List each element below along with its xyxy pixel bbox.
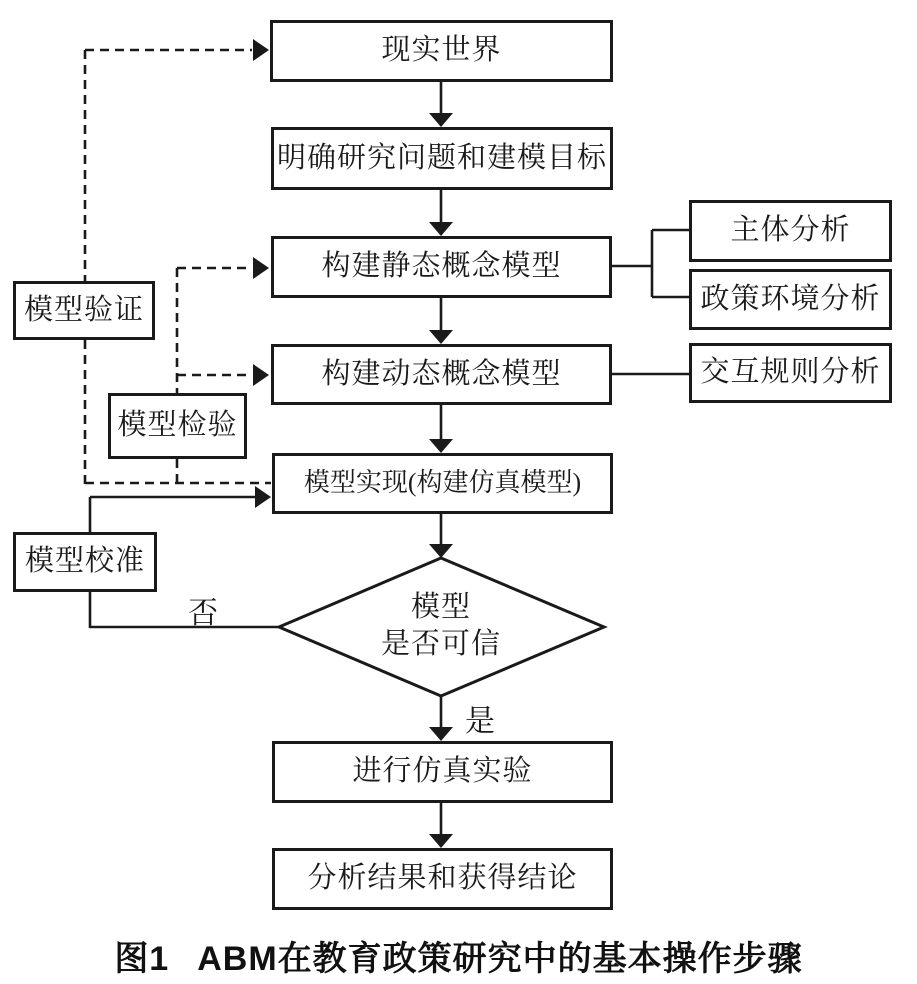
edge-validation-to-real-world <box>85 39 269 61</box>
node-clarify-goal: 明确研究问题和建模目标 <box>271 127 613 190</box>
edge-experiment-to-analyze <box>429 803 453 848</box>
decision-text <box>341 589 541 663</box>
node-implementation: 模型实现(构建仿真模型) <box>272 453 613 514</box>
node-model-validation: 模型验证 <box>13 281 155 340</box>
edge-dynamic-to-implementation <box>429 405 453 453</box>
edge-real-world-to-clarify <box>429 82 453 127</box>
edge-static-to-dynamic <box>429 298 453 344</box>
edge-testing-to-static <box>177 257 269 279</box>
figure-caption-text: ABM在教育政策研究中的基本操作步骤 <box>197 940 803 978</box>
edge-clarify-to-static <box>429 190 453 236</box>
arrowhead-down-icon <box>429 222 453 236</box>
arrowhead-down-icon <box>429 834 453 848</box>
decision-text-line1: 模型 <box>410 591 471 623</box>
arrowhead-down-icon <box>429 439 453 453</box>
edge-calibration-to-implementation <box>90 486 271 508</box>
arrowhead-down-icon <box>429 544 453 558</box>
arrowhead-down-icon <box>429 330 453 344</box>
arrowhead-right-icon <box>253 39 269 61</box>
branch-label-no: 否 <box>188 597 218 630</box>
arrowhead-right-icon <box>255 486 271 508</box>
node-dynamic-model: 构建动态概念模型 <box>271 344 612 405</box>
edge-decision-yes-to-experiment <box>429 696 453 741</box>
edge-implementation-to-decision <box>429 514 453 558</box>
arrowhead-right-icon <box>253 257 269 279</box>
node-experiment: 进行仿真实验 <box>272 741 613 803</box>
branch-label-yes: 是 <box>465 705 495 738</box>
node-agent-analysis: 主体分析 <box>689 200 892 262</box>
node-real-world: 现实世界 <box>270 20 613 82</box>
arrowhead-down-icon <box>429 727 453 741</box>
node-model-testing: 模型检验 <box>108 393 247 459</box>
figure-caption-label: 图1 <box>114 940 170 978</box>
node-interaction-rules-analysis: 交互规则分析 <box>689 343 892 403</box>
decision-text-line2: 是否可信 <box>380 628 501 660</box>
node-static-model: 构建静态概念模型 <box>271 236 612 298</box>
arrowhead-right-icon <box>253 364 269 386</box>
edge-testing-to-dynamic <box>177 364 269 386</box>
arrowhead-down-icon <box>429 113 453 127</box>
figure-caption <box>0 931 917 980</box>
node-policy-env-analysis: 政策环境分析 <box>689 269 892 330</box>
node-analyze-conclude: 分析结果和获得结论 <box>272 848 613 910</box>
node-model-calibration: 模型校准 <box>13 532 157 592</box>
